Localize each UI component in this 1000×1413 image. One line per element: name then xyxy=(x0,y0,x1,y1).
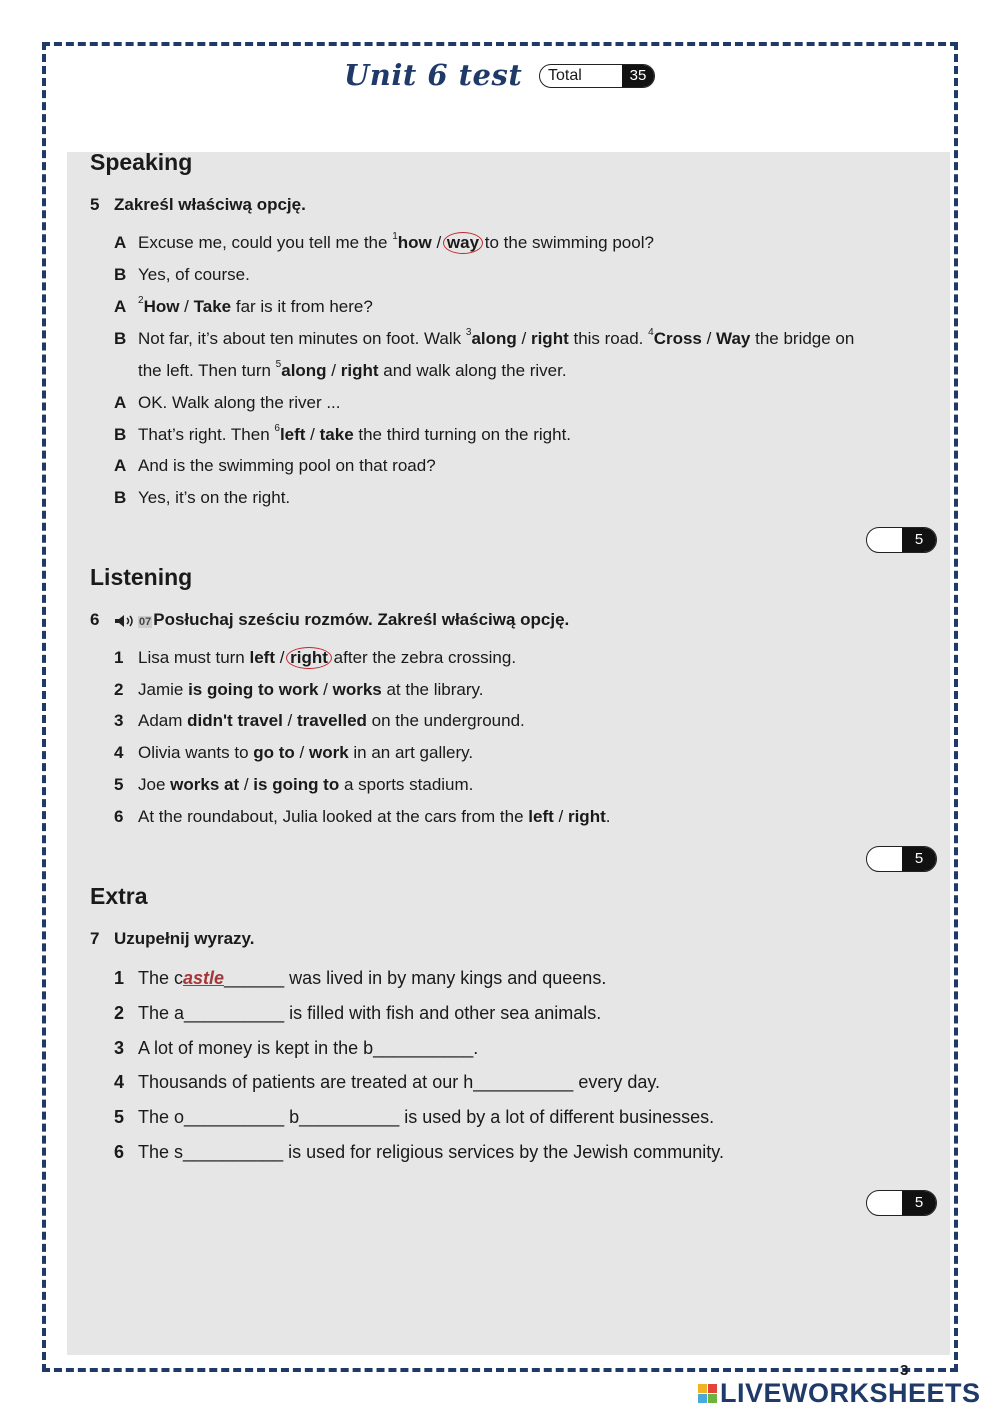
list-item: 5 Joe works at / is going to a sports stadium. xyxy=(114,775,474,794)
list-item: 6 At the roundabout, Julia looked at the cars from the left / right. xyxy=(114,807,611,826)
answer-blank[interactable]: ______ xyxy=(224,968,285,988)
dialogue-line: A OK. Walk along the river ... xyxy=(114,393,341,412)
total-score-box xyxy=(539,64,655,88)
option[interactable]: Cross xyxy=(653,329,702,348)
option[interactable]: works xyxy=(332,680,382,699)
option-circled[interactable]: right xyxy=(286,647,332,669)
option[interactable]: didn't travel xyxy=(187,711,283,730)
dialogue-line: A And is the swimming pool on that road? xyxy=(114,456,436,475)
score-box: 5 xyxy=(866,527,937,553)
option[interactable]: Way xyxy=(716,329,751,348)
page-title: Unit 6 test xyxy=(344,58,523,92)
option[interactable]: right xyxy=(340,361,379,380)
option[interactable]: left xyxy=(279,425,306,444)
list-item: 3 Adam didn't travel / travelled on the underground. xyxy=(114,711,525,730)
option[interactable]: right xyxy=(567,807,606,826)
list-item: 3 A lot of money is kept in the b__________. xyxy=(114,1038,479,1058)
exercise-5-instruction: 5 Zakreśl właściwą opcję. xyxy=(90,195,306,214)
exercise-7-instruction: 7 Uzupełnij wyrazy. xyxy=(90,929,255,948)
exercise-number: 5 xyxy=(90,195,100,214)
dialogue-line: B Yes, it’s on the right. xyxy=(114,488,291,507)
score-box: 5 xyxy=(866,846,937,872)
list-item: 2 Jamie is going to work / works at the library. xyxy=(114,680,484,699)
option[interactable]: left xyxy=(528,807,554,826)
option[interactable]: left xyxy=(249,648,275,667)
option[interactable]: along xyxy=(471,329,517,348)
exercise-6-instruction: 6 07 Posłuchaj sześciu rozmów. Zakreśl właściwą opcję. xyxy=(90,610,570,629)
filled-answer[interactable]: astle xyxy=(183,968,225,988)
list-item: 1 Lisa must turn left / right after the zebra crossing. xyxy=(114,648,517,667)
brand-name: LIVEWORKSHEETS xyxy=(720,1377,981,1408)
total-label: Total xyxy=(548,67,582,84)
option[interactable]: take xyxy=(319,425,354,444)
list-item: 2 The a__________ is filled with fish and other sea animals. xyxy=(114,1003,602,1023)
extra-heading: Extra xyxy=(90,883,148,909)
speaking-heading: Speaking xyxy=(90,149,193,175)
total-value: 35 xyxy=(622,65,654,87)
option[interactable]: How xyxy=(143,297,180,316)
option[interactable]: right xyxy=(530,329,569,348)
list-item: 5 The o__________ b__________ is used by a lot of different businesses. xyxy=(114,1107,715,1127)
list-item: 1 The castle______ was lived in by many kings and queens. xyxy=(114,968,607,988)
logo-icon xyxy=(698,1384,717,1403)
speaker-icon[interactable] xyxy=(114,614,136,628)
list-item: 4 Thousands of patients are treated at our h__________ every day. xyxy=(114,1072,661,1092)
dialogue-line: B That’s right. Then $^6$left / take the third turning on the right. xyxy=(114,423,572,444)
listening-heading: Listening xyxy=(90,564,193,590)
option[interactable]: along xyxy=(281,361,327,380)
page-number: 3 xyxy=(900,1362,909,1379)
track-number: 07 xyxy=(139,616,152,628)
option[interactable]: Take xyxy=(193,297,232,316)
option[interactable]: go to xyxy=(253,743,295,762)
list-item: 6 The s__________ is used for religious services by the Jewish community. xyxy=(114,1142,724,1162)
option-circled[interactable]: way xyxy=(443,232,483,254)
list-item: 4 Olivia wants to go to / work in an art gallery. xyxy=(114,743,474,762)
option[interactable]: works at xyxy=(170,775,240,794)
option[interactable]: is going to xyxy=(253,775,340,794)
dialogue-line: A Excuse me, could you tell me the $^1$how / way to the swimming pool? xyxy=(114,231,654,252)
score-box: 5 xyxy=(866,1190,937,1216)
dialogue-line: B Not far, it’s about ten minutes on foot. Walk $^3$along / right this road. $^4$Cross / Way the bridge on xyxy=(114,327,855,348)
option[interactable]: how xyxy=(397,233,432,252)
option[interactable]: is going to work xyxy=(188,680,319,699)
option[interactable]: travelled xyxy=(296,711,367,730)
dialogue-line: the left. Then turn $^5$along / right and walk along the river. xyxy=(138,359,567,380)
option[interactable]: work xyxy=(308,743,349,762)
dialogue-line: A $^2$How / Take far is it from here? xyxy=(114,295,373,316)
liveworksheets-logo xyxy=(698,1378,981,1408)
dialogue-line: B Yes, of course. xyxy=(114,265,250,284)
